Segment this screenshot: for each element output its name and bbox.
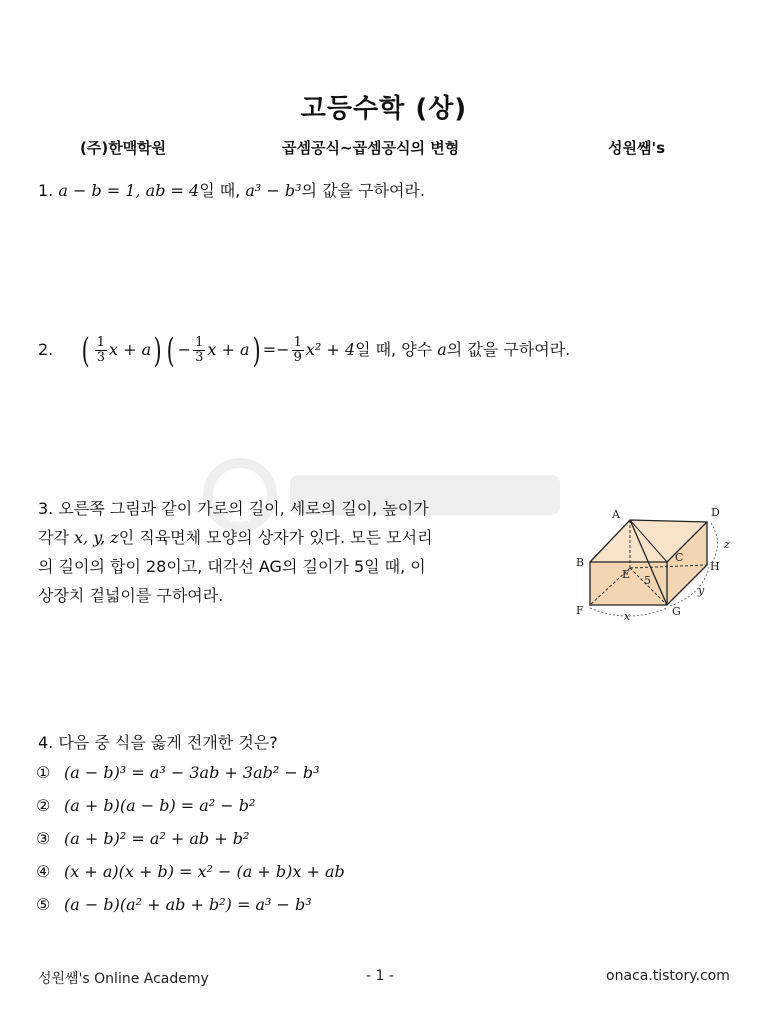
header-teacher: 성원쌤's (608, 139, 665, 157)
question-2-variable: a (437, 340, 447, 359)
term-x-plus-a-1: x + a (109, 340, 152, 359)
question-3 (38, 494, 433, 610)
dimension-z (711, 523, 718, 564)
equals-sign: = (262, 340, 277, 359)
label-h: H (710, 560, 720, 573)
choice-2[interactable]: ② (a + b)(a − b) = a² − b² (36, 796, 256, 815)
minus-sign-1: − (177, 340, 192, 359)
question-1-expression: a³ − b³ (245, 181, 302, 200)
label-z: z (724, 538, 730, 551)
footer-site-link[interactable]: onaca.tistory.com (606, 968, 730, 984)
term-x-plus-a-2: x + a (207, 340, 250, 359)
paren-close-2: ) (252, 330, 261, 371)
question-3-line-3: 의 길이의 합이 28이고, 대각선 AG의 길이가 5일 때, 이 (38, 557, 426, 576)
question-1 (38, 178, 425, 204)
label-f: F (576, 604, 584, 617)
question-2-text-b: 의 값을 구하여라. (446, 340, 571, 359)
question-4-stem: 4. 다음 중 식을 옳게 전개한 것은? (38, 733, 278, 752)
page-title: 고등수학 (상) (300, 94, 468, 124)
label-a: A (612, 508, 620, 521)
question-1-text-a: 일 때, (199, 181, 246, 200)
paren-close: ) (153, 330, 162, 371)
header-topic: 곱셈공식~곱셈공식의 변형 (282, 139, 460, 157)
fraction-one-third-a: $\frac{1}{3}$ (96, 335, 105, 365)
question-1-number: 1. (38, 181, 54, 200)
paren-open: ( (82, 330, 91, 371)
choice-3[interactable]: ③ (a + b)² = a² + ab + b² (36, 829, 250, 848)
question-3-line-4: 상장치 겉넓이를 구하여라. (38, 586, 224, 605)
label-x: x (624, 610, 631, 623)
paren-open-2: ( (167, 330, 176, 371)
choice-5-expression: (a − b)(a² + ab + b²) = a³ − b³ (64, 895, 312, 914)
label-c: C (675, 551, 684, 564)
question-3-line-2: 각각 x, y, z인 직육면체 모양의 상자가 있다. 모든 모서리 (38, 528, 433, 547)
question-3-line-1: 3. 오른쪽 그림과 같이 가로의 길이, 세로의 길이, 높이가 (38, 499, 429, 518)
choice-1[interactable]: ① (a − b)³ = a³ − 3ab + 3ab² − b³ (36, 763, 320, 782)
question-3-variables: x, y, z (74, 528, 119, 547)
cuboid-figure (572, 500, 742, 625)
term-rhs: x² + 4 (305, 340, 356, 359)
choice-3-expression: (a + b)² = a² + ab + b² (64, 829, 250, 848)
label-e: E (622, 568, 631, 581)
label-five: 5 (644, 574, 651, 587)
fraction-one-ninth: $\frac{1}{9}$ (293, 335, 302, 365)
choice-5[interactable]: ⑤ (a − b)(a² + ab + b²) = a³ − b³ (36, 895, 312, 914)
choice-2-expression: (a + b)(a − b) = a² − b² (64, 796, 256, 815)
choice-4-expression: (x + a)(x + b) = x² − (a + b)x + ab (64, 862, 345, 881)
fraction-one-third-b: $\frac{1}{3}$ (195, 335, 204, 365)
header-academy: (주)한맥학원 (80, 139, 167, 157)
label-y: y (698, 584, 705, 597)
choice-4[interactable]: ④ (x + a)(x + b) = x² − (a + b)x + ab (36, 862, 345, 881)
question-2-text-a: 일 때, 양수 (355, 340, 438, 359)
question-1-text-b: 의 값을 구하여라. (301, 181, 425, 200)
minus-sign-2: − (276, 340, 290, 359)
label-d: D (711, 506, 720, 519)
footer-academy: 성원쌤's Online Academy (38, 971, 209, 987)
choice-1-expression: (a − b)³ = a³ − 3ab + 3ab² − b³ (64, 763, 320, 782)
page-number: - 1 - (366, 968, 394, 984)
label-g: G (672, 605, 681, 618)
question-1-condition: a − b = 1, ab = 4 (58, 181, 200, 200)
label-b: B (576, 556, 585, 569)
question-2-number: 2. (38, 340, 54, 359)
question-2 (38, 330, 570, 370)
